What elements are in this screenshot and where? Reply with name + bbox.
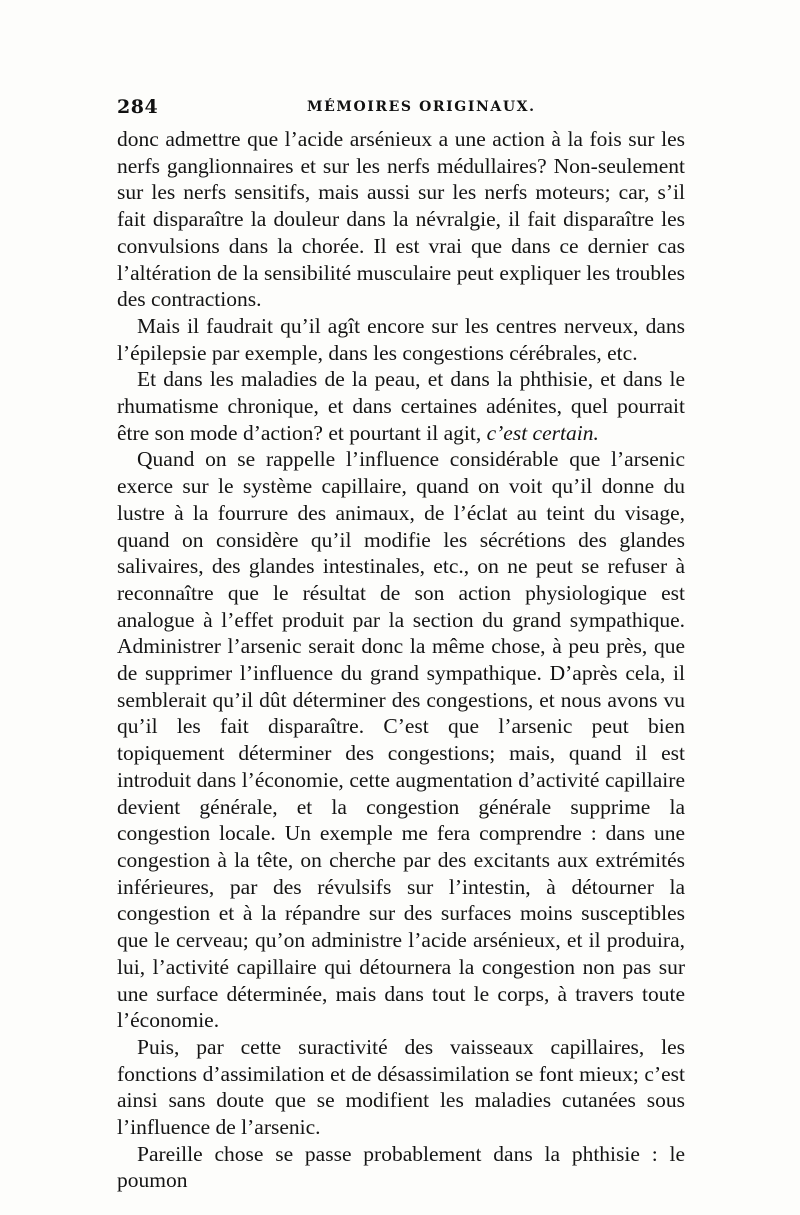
paragraph-text: Mais il faudrait qu’il agît encore sur les centres nerveux, dans l’épilepsie par exemple, dans les congestions cérébrales, etc. <box>117 313 685 365</box>
page-number: 284 <box>117 96 159 118</box>
paragraph-text: Quand on se rappelle l’influence considérable que l’arsenic exerce sur le système capillaire, quand on voit qu’il donne du lustre à la fourrure des animaux, de l’éclat au teint du visage, quand on considère qu’il modifie les sécrétions des glandes salivaires, des glandes intestinales, etc., on ne peut se refuser à reconnaître que le résultat de son action physiologique est analogue à l’effet produit par la section du grand sympathique. Administrer l’arsenic serait donc la même chose, à peu près, que de supprimer l’influence du grand sympathique. D’après cela, il semblerait qu’il dût déterminer des congestions, et nous avons vu qu’il les fait disparaître. C’est que l’arsenic peut bien topiquement déterminer des congestions; mais, quand il est introduit dans l’économie, cette augmentation d’activité capillaire devient générale, et la congestion générale supprime la congestion locale. Un exemple me fera comprendre : dans une congestion à la tête, on cherche par des excitants aux extrémités inférieures, par des révulsifs sur l’intestin, à détourner la congestion et à la répandre sur des surfaces moins susceptibles que le cerveau; qu’on administre l’acide arsénieux, et il produira, lui, l’activité capillaire qui détournera la congestion non pas sur une surface déterminée, mais dans tout le corps, à travers toute l’économie. <box>117 447 685 1033</box>
body-text <box>117 126 685 1194</box>
paragraph-text: donc admettre que l’acide arsénieux a une action à la fois sur les nerfs ganglionnaires et sur les nerfs médullaires? Non-seulement sur les nerfs sensitifs, mais aussi sur les nerfs moteurs; car, s’il fait disparaître la douleur dans la névralgie, il fait disparaître les convulsions dans la chorée. Il est vrai que dans ce dernier cas l’altération de la sensibilité musculaire peut expliquer les troubles des contractions. <box>117 127 685 312</box>
paragraph-text: Puis, par cette suractivité des vaisseaux capillaires, les fonctions d’assimilation et de désassimilation se font mieux; c’est ainsi sans doute que se modifient les maladies cutanées sous l’influence de l’arsenic. <box>117 1034 685 1140</box>
paragraph-centres-nerveux <box>117 313 685 366</box>
paragraph-maladies-peau <box>117 366 685 446</box>
italic-emphasis: c’est certain. <box>486 420 599 445</box>
paragraph-assimilation <box>117 1034 685 1141</box>
paragraph-systeme-capillaire <box>117 446 685 1033</box>
running-title: MÉMOIRES ORIGINAUX. <box>307 99 536 115</box>
paragraph-phthisie <box>117 1141 685 1194</box>
page-header <box>117 96 685 122</box>
paragraph-text: Et dans les maladies de la peau, et dans la phthisie, et dans le rhumatisme chronique, et dans certaines adénites, quel pourrait être son mode d’action? et pourtant il agit, <box>117 367 685 445</box>
paragraph-text: Pareille chose se passe probablement dans la phthisie : le poumon <box>117 1141 685 1193</box>
paragraph-continuation <box>117 126 685 313</box>
